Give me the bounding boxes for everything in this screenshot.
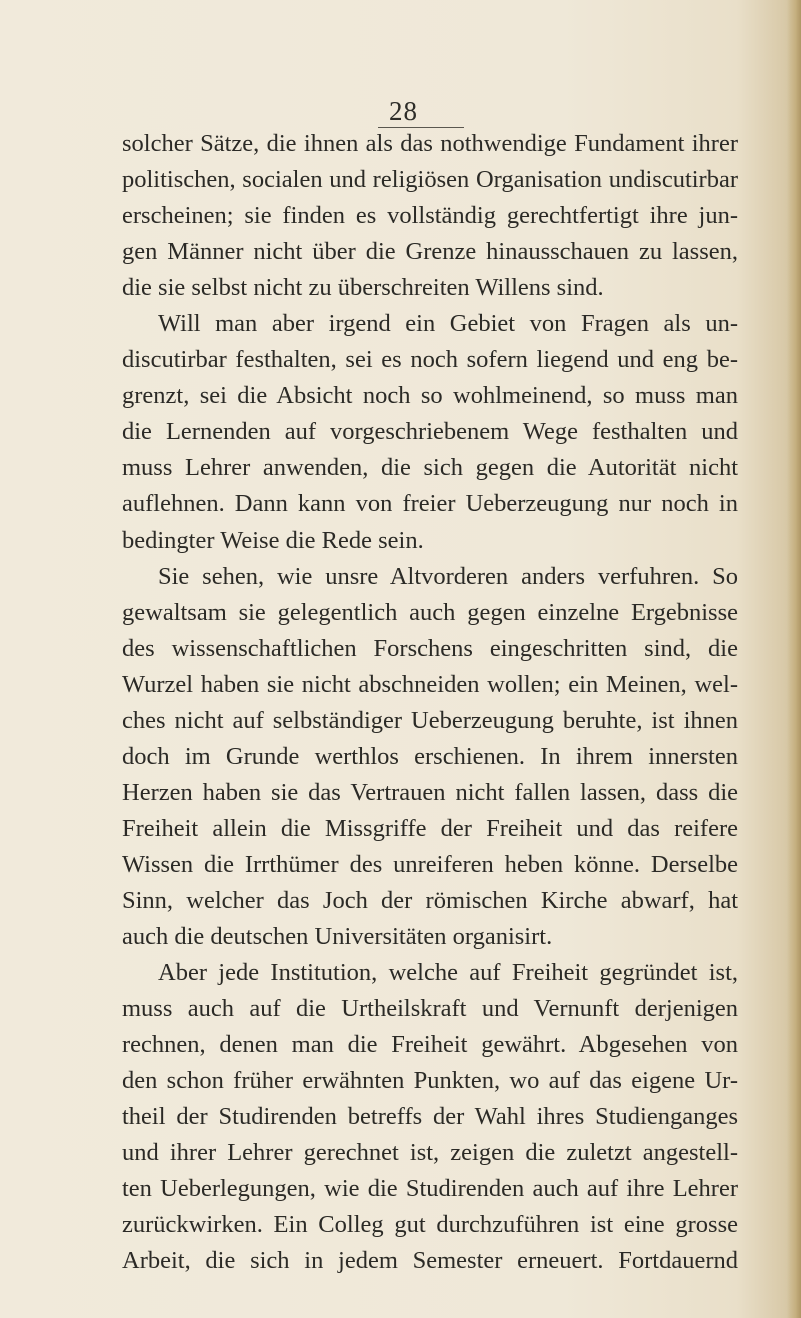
text-line: gewaltsam sie gelegentlich auch gegen einzelne Ergebnisse (122, 598, 738, 626)
text-line: politischen, socialen und religiösen Organisation undiscutirbar (122, 166, 738, 194)
page-edge-shadow (787, 0, 801, 1318)
text-line: solcher Sätze, die ihnen als das nothwendige Fundament ihrer (122, 130, 738, 157)
text-line: Will man aber irgend ein Gebiet von Fragen als un- (158, 310, 738, 338)
text-line: auflehnen. Dann kann von freier Ueberzeugung nur noch in (122, 490, 738, 518)
text-line: muss Lehrer anwenden, die sich gegen die Autorität nicht (122, 454, 738, 482)
text-line: auch die deutschen Universitäten organisirt. (122, 923, 553, 951)
text-line: Sie sehen, wie unsre Altvorderen anders verfuhren. So (158, 562, 738, 590)
text-line: Herzen haben sie das Vertrauen nicht fallen lassen, dass die (122, 778, 738, 806)
text-line: Arbeit, die sich in jedem Semester erneuert. Fortdauernd (122, 1247, 738, 1275)
text-line: des wissenschaftlichen Forschens eingeschritten sind, die (122, 634, 738, 662)
body-text (122, 126, 738, 1280)
text-line: Wurzel haben sie nicht abschneiden wollen; ein Meinen, wel- (122, 670, 738, 698)
text-line: erscheinen; sie finden es vollständig gerechtfertigt ihre jun- (122, 202, 738, 230)
text-line: theil der Studirenden betreffs der Wahl ihres Studienganges (122, 1103, 738, 1131)
text-line: rechnen, denen man die Freiheit gewährt. Abgesehen von (122, 1031, 738, 1059)
text-line: gen Männer nicht über die Grenze hinausschauen zu lassen, (122, 238, 738, 266)
text-line: bedingter Weise die Rede sein. (122, 526, 424, 554)
text-line: zurückwirken. Ein Colleg gut durchzuführen ist eine grosse (122, 1211, 738, 1239)
text-line: Aber jede Institution, welche auf Freiheit gegründet ist, (158, 959, 738, 987)
text-line: muss auch auf die Urtheilskraft und Vernunft derjenigen (122, 995, 738, 1023)
text-line: die Lernenden auf vorgeschriebenem Wege festhalten und (122, 418, 738, 446)
text-line: ten Ueberlegungen, wie die Studirenden auch auf ihre Lehrer (122, 1175, 738, 1203)
text-line: Freiheit allein die Missgriffe der Freiheit und das reifere (122, 814, 738, 842)
text-line: den schon früher erwähnten Punkten, wo auf das eigene Ur- (122, 1067, 738, 1095)
text-line: discutirbar festhalten, sei es noch sofern liegend und eng be- (122, 346, 738, 374)
text-line: die sie selbst nicht zu überschreiten Willens sind. (122, 274, 604, 302)
text-line: ches nicht auf selbständiger Ueberzeugung beruhte, ist ihnen (122, 706, 738, 734)
text-line: grenzt, sei die Absicht noch so wohlmeinend, so muss man (122, 382, 738, 410)
text-line: Sinn, welcher das Joch der römischen Kirche abwarf, hat (122, 886, 738, 914)
text-line: doch im Grunde werthlos erschienen. In ihrem innersten (122, 742, 738, 770)
page-number: 28 (389, 96, 418, 126)
text-line: Wissen die Irrthümer des unreiferen heben könne. Derselbe (122, 850, 738, 878)
text-line: und ihrer Lehrer gerechnet ist, zeigen die zuletzt angestell- (122, 1139, 738, 1167)
